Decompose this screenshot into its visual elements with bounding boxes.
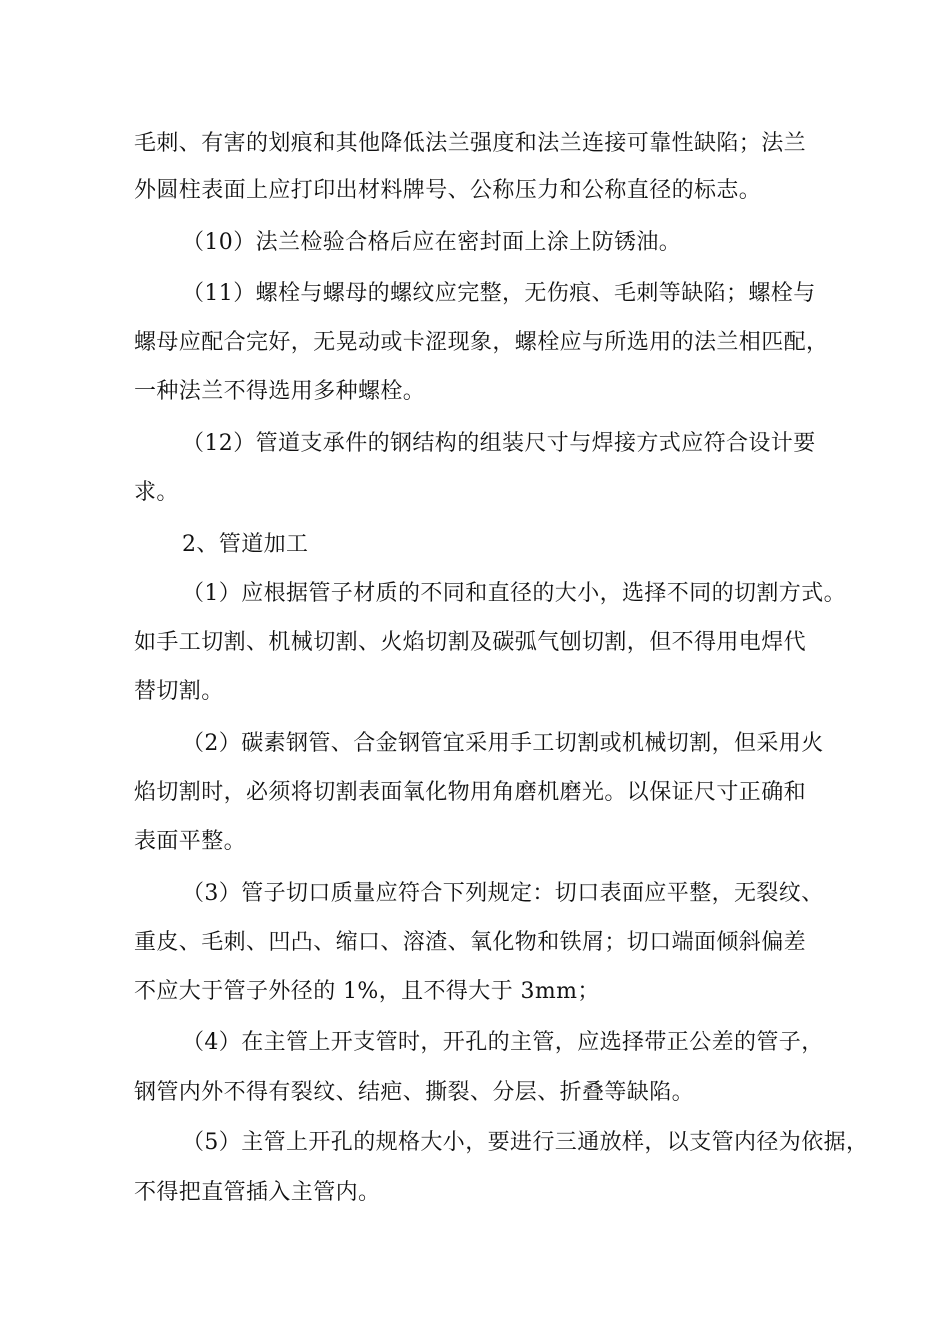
body-line: 求。	[134, 480, 179, 505]
paragraph-4-line: （4）在主管上开支管时，开孔的主管，应选择带正公差的管子，	[182, 1030, 824, 1055]
body-line: 焰切割时，必须将切割表面氧化物用角磨机磨光。以保证尺寸正确和	[134, 780, 807, 805]
paragraph-5-line: （5）主管上开孔的规格大小，要进行三通放样，以支管内径为依据，	[182, 1130, 869, 1155]
body-line: 螺母应配合完好，无晃动或卡涩现象，螺栓应与所选用的法兰相匹配，	[134, 330, 829, 355]
body-line: 如手工切割、机械切割、火焰切割及碳弧气刨切割，但不得用电焊代	[134, 630, 807, 655]
paragraph-12-line: （12）管道支承件的钢结构的组装尺寸与焊接方式应符合设计要	[182, 431, 816, 456]
body-line: 钢管内外不得有裂纹、结疤、撕裂、分层、折叠等缺陷。	[134, 1080, 695, 1105]
body-line: 一种法兰不得选用多种螺栓。	[134, 379, 426, 404]
paragraph-3-line: （3）管子切口质量应符合下列规定：切口表面应平整，无裂纹、	[182, 881, 824, 906]
paragraph-1-line: （1）应根据管子材质的不同和直径的大小，选择不同的切割方式。	[182, 581, 846, 606]
body-line: 替切割。	[134, 679, 224, 704]
body-line: 不得把直管插入主管内。	[134, 1180, 381, 1205]
body-line: 重皮、毛刺、凹凸、缩口、溶渣、氧化物和铁屑；切口端面倾斜偏差	[134, 930, 807, 955]
paragraph-11-line: （11）螺栓与螺母的螺纹应完整，无伤痕、毛刺等缺陷；螺栓与	[182, 281, 816, 306]
body-line: 外圆柱表面上应打印出材料牌号、公称压力和公称直径的标志。	[134, 178, 762, 203]
body-line: 不应大于管子外径的 1%，且不得大于 3mm；	[134, 979, 600, 1004]
body-line: 毛刺、有害的划痕和其他降低法兰强度和法兰连接可靠性缺陷；法兰	[134, 131, 807, 156]
paragraph-2-line: （2）碳素钢管、合金钢管宜采用手工切割或机械切割，但采用火	[182, 731, 824, 756]
section-heading: 2、管道加工	[182, 532, 309, 557]
paragraph-10-line: （10）法兰检验合格后应在密封面上涂上防锈油。	[182, 230, 682, 255]
body-line: 表面平整。	[134, 829, 247, 854]
